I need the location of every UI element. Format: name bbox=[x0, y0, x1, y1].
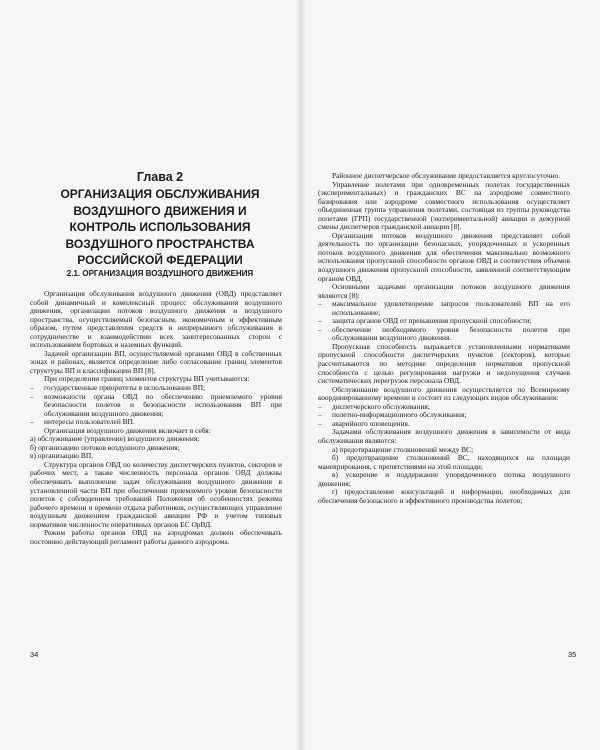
paragraph: Режим работы органов ОВД на аэродромах должен обеспечивать постоянно действующий регламент работы данного аэродрома. bbox=[30, 528, 282, 546]
list-dash: – bbox=[318, 410, 322, 420]
paragraph: Районное диспетчерское обслуживание предоставляется круглосуточно. bbox=[332, 171, 561, 180]
paragraph: Структура органов ОВД по количеству диспетчерских пунктов, секторов и рабочих мест, а также численность персонала органов ОВД должны обеспечивать выполнение задач обслуживания воздушного движения в установленной части ВП при обеспечении приемлемого уровня безопасности полетов с соблюдением требований Положения об особенностях режима рабочего времени и времени отдыха работников, осуществляющих управление воздушным движением гражданской авиации РФ и учетом типовых нормативов численности оперативных органов ЕС ОрВД. bbox=[30, 459, 282, 529]
list-item-text: аварийного оповещения. bbox=[332, 418, 410, 428]
chapter-title: ОРГАНИЗАЦИЯ ОБСЛУЖИВАНИЯ ВОЗДУШНОГО ДВИЖЕНИЯ И КОНТРОЛЬ ИСПОЛЬЗОВАНИЯ ВОЗДУШНОГО ПРОСТРАНСТВА РОССИЙСКОЙ ФЕДЕРАЦИИ bbox=[60, 187, 260, 267]
list-item: а) обслуживание (управление) воздушного движения; bbox=[30, 434, 200, 444]
paragraph: Организация обслуживания воздушного движения (ОВД) представляет собой динамичный и комплексный процесс обслуживания воздушного движения, организации потоков воздушного движения и воздушного пространства, осуществляемый безопасным, экономичным и эффективным образом, путем представления средств и непрерывного обслуживания в сотрудничестве и взаимодействии всех заинтересованных сторон с использованием бортовых и наземных функций. bbox=[30, 289, 282, 350]
list-item: б) предотвращение столкновений ВС, находящихся на площади маневрирования, с препятствиями на этой площади; bbox=[318, 453, 570, 471]
list-item: а) предотвращение столкновений между ВС; bbox=[332, 444, 474, 454]
paragraph: Задачей организации ВП, осуществляемой органами ОВД в собственных зонах и районах, является определение либо согласование границ элементов структуры ВП и классификации ВП [8]. bbox=[30, 348, 282, 375]
right-body-text bbox=[318, 172, 570, 505]
list-item: г) предоставление консультаций и информации, необходимых для обеспечения безопасного и эффективного производства полетов; bbox=[318, 487, 570, 505]
list-item: б) организацию потоков воздушного движения; bbox=[30, 442, 180, 452]
list-item bbox=[318, 300, 570, 317]
list-item-text: диспетчерского обслуживания; bbox=[332, 401, 430, 411]
page-number: 34 bbox=[30, 650, 39, 659]
list-dash: – bbox=[318, 418, 322, 428]
left-body-text bbox=[30, 290, 282, 546]
list-dash: – bbox=[318, 299, 322, 309]
list-item-text: обеспечение необходимого уровня безопасности полетов при обслуживании воздушного движения. bbox=[332, 324, 570, 343]
paragraph: Организация потоков воздушного движения представляет собой деятельность по организации безопасных, упорядоченных и ускоренных потоков воздушного движения для обеспечения максимально возможного использования пропускной способности органов ОВД и соответствия объемов воздушного движения пропускной способности, заявленной соответствующим органом ОВД. bbox=[318, 230, 570, 283]
list-dash: – bbox=[318, 401, 322, 411]
list-item-text: возможности органа ОВД по обеспечению приемлемого уровня безопасности полетов и безопасности использования ВП при обслуживании воздушного движения; bbox=[44, 391, 282, 418]
paragraph: При определении границ элементов структуры ВП учитываются: bbox=[44, 374, 250, 384]
list-dash: – bbox=[30, 383, 34, 393]
right-page bbox=[300, 0, 600, 750]
paragraph: Задачами обслуживания воздушного движения в зависимости от вида обслуживания являются: bbox=[318, 427, 570, 445]
page-number: 35 bbox=[568, 650, 577, 659]
section-title: 2.1. ОРГАНИЗАЦИЯ ВОЗДУШНОГО ДВИЖЕНИЯ bbox=[66, 269, 254, 278]
list-item: в) организацию ВП. bbox=[30, 451, 94, 461]
list-item-text: защита органов ОВД от превышения пропускной способности; bbox=[332, 316, 532, 326]
paragraph: Пропускная способность выражается установленными нормативами пропускной способности диспетчерских пунктов (секторов), которые рассчитываются по методике определения нормативов пропускной способности с целью регулирования нагрузки и недопущения случаев систематических перегрузок персонала ОВД. bbox=[318, 341, 570, 386]
paragraph: Управление полетами при одновременных полетах государственных (экспериментальных) и гражданских ВС на аэродроме совместного базирования или аэродроме совместного использования осуществляет объединенная группа управления полетами, состоящая из группы руководства полетами (ГРП) государственной (экспериментальной) авиации и дежурной смены диспетчеров гражданской авиации [8]. bbox=[318, 179, 570, 232]
list-dash: – bbox=[30, 391, 34, 401]
chapter-number: Глава 2 bbox=[136, 170, 184, 184]
list-dash: – bbox=[30, 417, 34, 427]
paragraph: Обслуживание воздушного движения осуществляется по Всемирному координированному времени и состоит из следующих видов обслуживания: bbox=[318, 384, 570, 403]
list-dash: – bbox=[318, 316, 322, 326]
list-item-text: полетно-информационного обслуживания; bbox=[332, 410, 467, 420]
list-item bbox=[318, 326, 570, 343]
list-dash: – bbox=[318, 324, 322, 334]
list-item-text: максимальное удовлетворение запросов пользователей ВП на его использование; bbox=[332, 299, 570, 317]
paragraph: Организация воздушного движения включает в себя: bbox=[44, 425, 211, 435]
list-item-text: государственные приоритеты в использовании ВП; bbox=[44, 383, 206, 393]
list-item: в) ускорение и поддержание упорядоченного потока воздушного движения; bbox=[318, 470, 570, 488]
list-item bbox=[30, 393, 282, 419]
list-item-text: интересы пользователей ВП. bbox=[44, 417, 135, 427]
paragraph: Основными задачами организации потоков воздушного движения являются [8]: bbox=[318, 282, 570, 300]
